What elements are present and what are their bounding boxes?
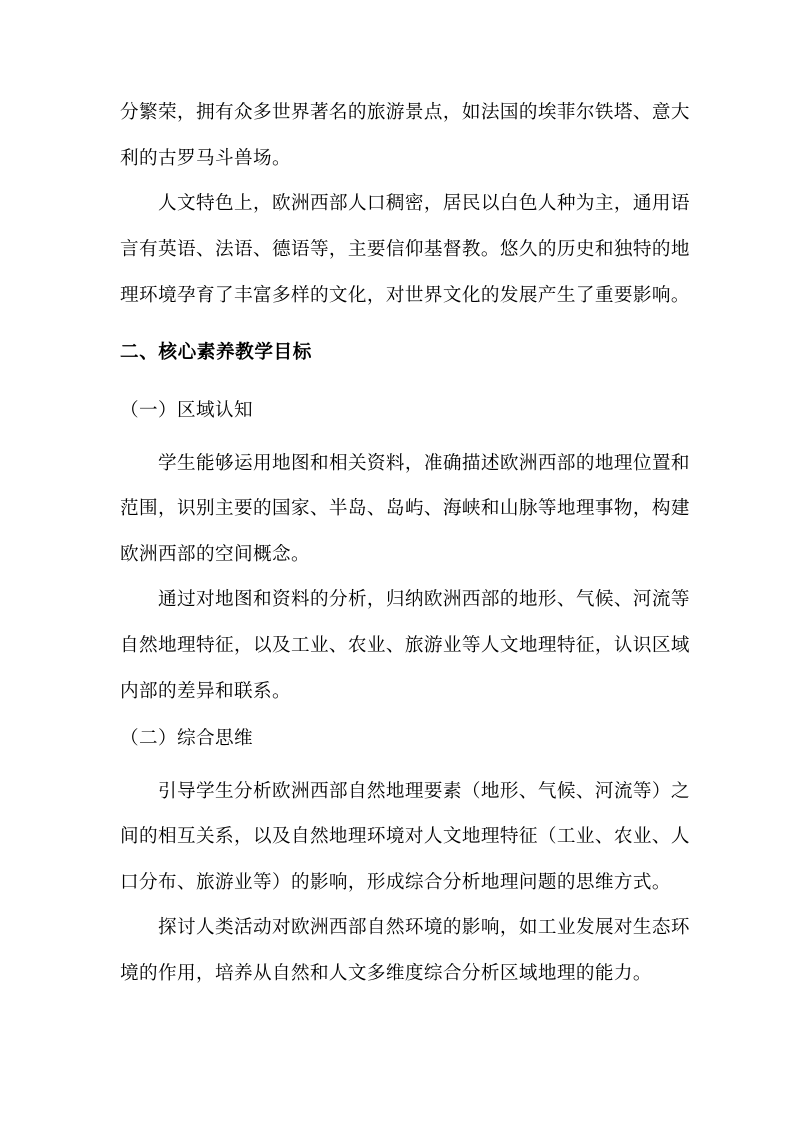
text-line: 境的作用，培养从自然和人文多维度综合分析区域地理的能力。	[120, 963, 652, 984]
subsection-heading-integrated: （二）综合思维	[120, 728, 253, 749]
text-line: 言有英语、法语、德语等，主要信仰基督教。悠久的历史和独特的地	[120, 239, 690, 260]
text-line: 探讨人类活动对欧洲西部自然环境的影响，如工业发展对生态环	[158, 917, 690, 938]
text-line: 学生能够运用地图和相关资料，准确描述欧洲西部的地理位置和	[158, 453, 690, 474]
text-line: 范围，识别主要的国家、半岛、岛屿、海峡和山脉等地理事物，构建	[120, 498, 690, 519]
text-line: 欧洲西部的空间概念。	[120, 544, 310, 565]
text-line: 内部的差异和联系。	[120, 681, 291, 702]
text-line: 间的相互关系，以及自然地理环境对人文地理特征（工业、农业、人	[120, 826, 690, 847]
text-line: 通过对地图和资料的分析，归纳欧洲西部的地形、气候、河流等	[158, 589, 690, 610]
text-line: 口分布、旅游业等）的影响，形成综合分析地理问题的思维方式。	[120, 872, 671, 893]
text-line: 利的古罗马斗兽场。	[120, 148, 291, 169]
text-line: 分繁荣，拥有众多世界著名的旅游景点，如法国的埃菲尔铁塔、意大	[120, 102, 690, 123]
text-line: 引导学生分析欧洲西部自然地理要素（地形、气候、河流等）之	[158, 781, 690, 802]
subsection-heading-regional: （一）区域认知	[120, 400, 253, 421]
text-line: 人文特色上，欧洲西部人口稠密，居民以白色人种为主，通用语	[158, 193, 690, 214]
text-line: 自然地理特征，以及工业、农业、旅游业等人文地理特征，认识区域	[120, 635, 690, 656]
section-heading: 二、核心素养教学目标	[120, 342, 312, 363]
text-line: 理环境孕育了丰富多样的文化，对世界文化的发展产生了重要影响。	[120, 285, 690, 306]
